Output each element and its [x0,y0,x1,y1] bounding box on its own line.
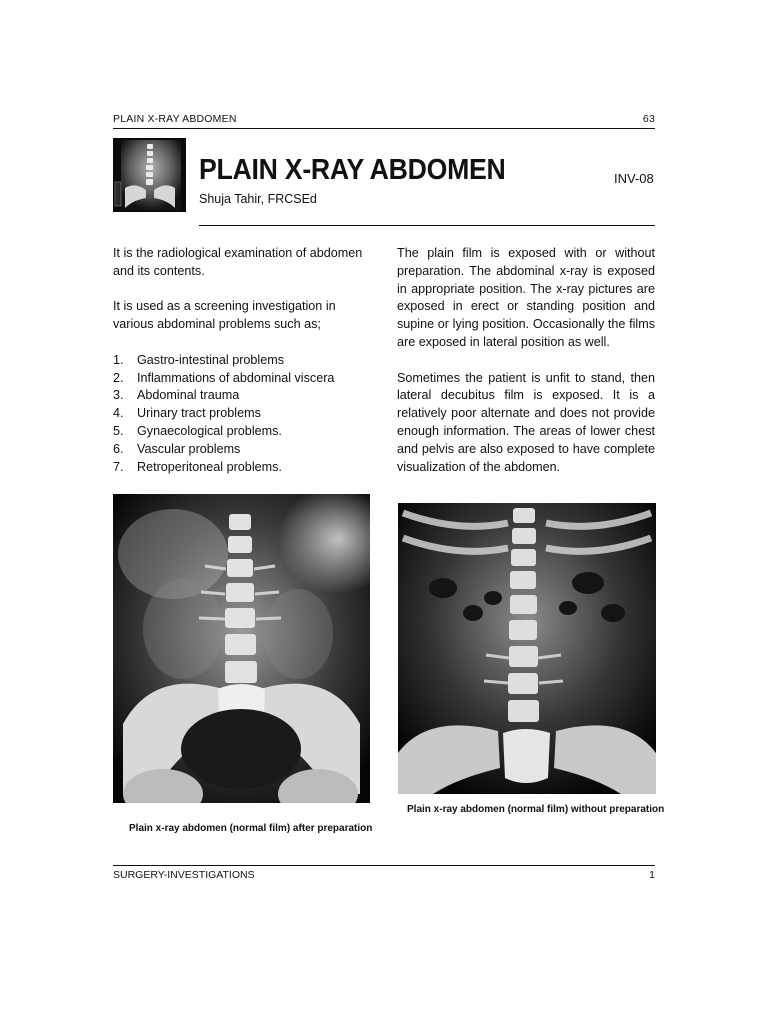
right-paragraph-2: Sometimes the patient is unfit to stand, then lateral decubitus film is exposed. It is a relatively poor alternate and does not provide enough information. The areas of lower chest and pelvis are also exposed to have complete visualization of the abdomen. [397,370,655,474]
title-rule [199,225,655,226]
list-item-text: Gastro-intestinal problems [137,352,284,367]
list-item-text: Gynaecological problems. [137,423,282,438]
list-item [113,405,371,423]
right-column [397,245,655,494]
left-paragraph-1: It is the radiological examination of abdomen and its contents. [113,246,363,278]
problems-list [113,352,371,477]
title-thumbnail-xray [113,138,186,212]
running-header-title: PLAIN X-RAY ABDOMEN [113,113,237,125]
article-title: PLAIN X-RAY ABDOMEN [199,154,506,186]
list-item [113,370,371,388]
list-item-number: 6. [113,441,124,456]
header-rule [113,128,655,129]
list-item [113,387,371,405]
list-item-number: 4. [113,406,124,421]
footer-page-number: 1 [649,869,655,881]
footer-rule [113,865,655,866]
running-footer [113,869,655,883]
list-item-number: 5. [113,423,124,438]
running-header [113,113,655,129]
list-item-text: Retroperitoneal problems. [137,459,282,474]
list-item-number: 1. [113,352,124,367]
list-item [113,441,371,459]
footer-section: SURGERY-INVESTIGATIONS [113,869,255,881]
list-item [113,459,371,477]
running-header-page-number: 63 [642,113,655,125]
xray-image-after-preparation [113,494,370,803]
list-item-number: 2. [113,370,124,385]
right-paragraph-1: The plain film is exposed with or without preparation. The abdominal x-ray is exposed in appropriate position. The x-ray pictures are exposed in erect or standing position and supine or lying position. Occasionally the films are exposed in lateral position as well. [397,246,655,349]
right-figure-caption: Plain x-ray abdomen (normal film) without preparation [407,804,665,815]
left-column [113,245,371,476]
xray-image-without-preparation [398,503,656,794]
list-item-number: 3. [113,388,124,403]
list-item [113,423,371,441]
article-code: INV-08 [614,171,654,186]
left-paragraph-2: It is used as a screening investigation in various abdominal problems such as; [113,299,336,332]
list-item-text: Abdominal trauma [137,388,240,403]
list-item-text: Vascular problems [137,441,241,456]
list-item-text: Inflammations of abdominal viscera [137,370,335,385]
list-item [113,352,371,370]
list-item-number: 7. [113,459,124,474]
list-item-text: Urinary tract problems [137,406,261,421]
left-figure-caption: Plain x-ray abdomen (normal film) after preparation [129,823,373,834]
article-author: Shuja Tahir, FRCSEd [199,192,317,206]
